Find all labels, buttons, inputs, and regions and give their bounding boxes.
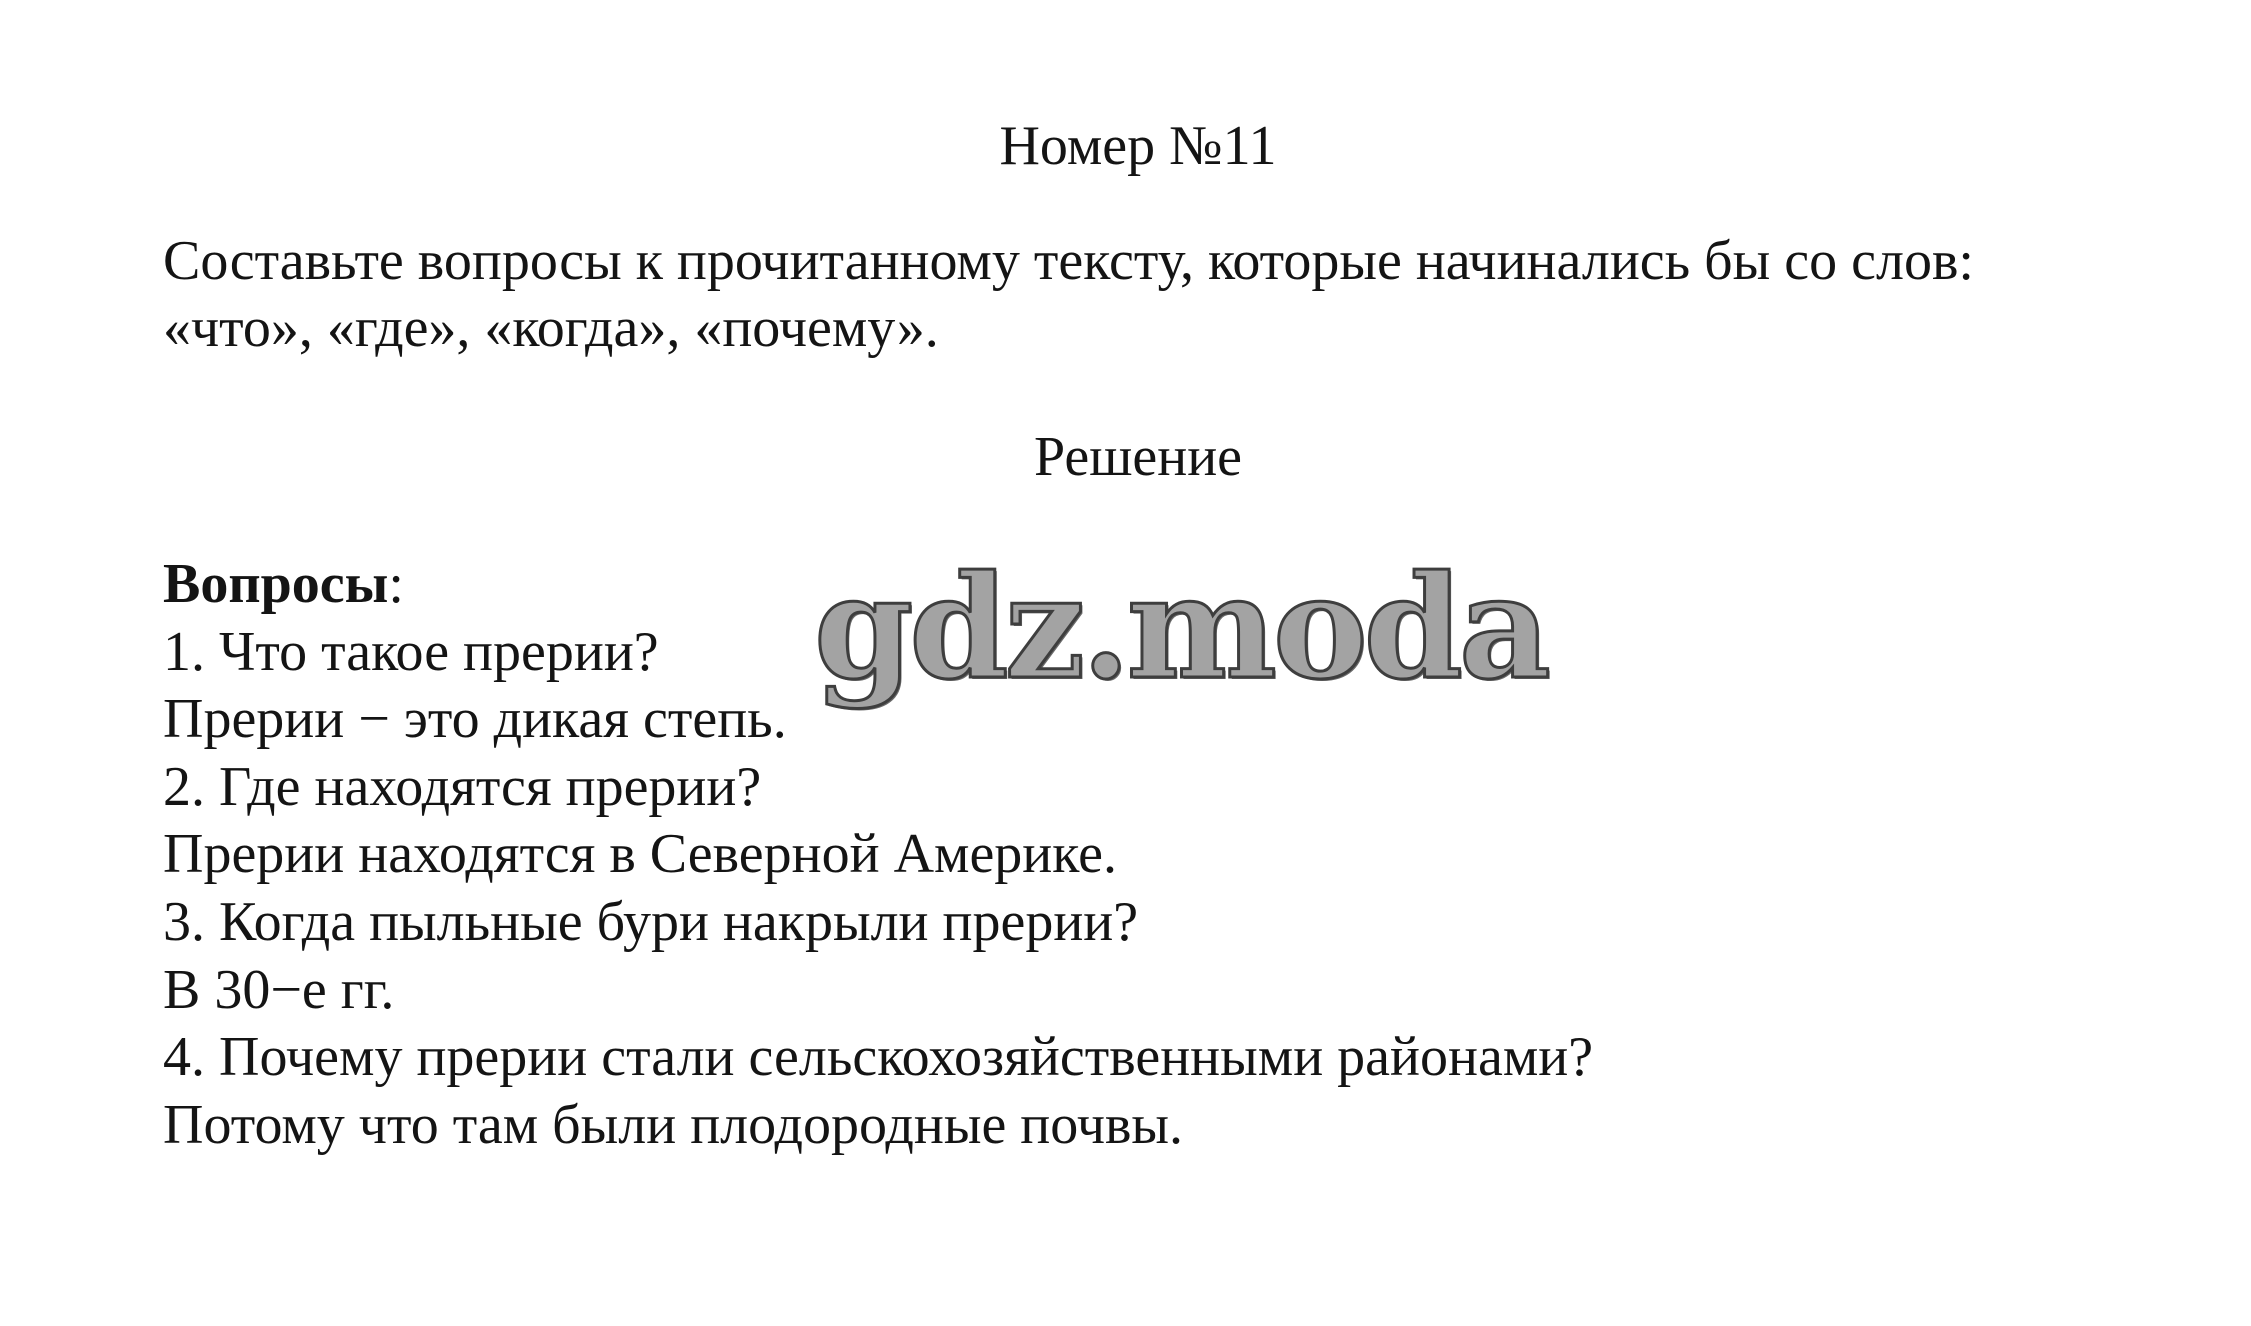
answer-line: Прерии − это дикая степь. xyxy=(163,688,787,751)
task-line: «что», «где», «когда», «почему». xyxy=(163,297,939,359)
answer-line: Прерии находятся в Северной Америке. xyxy=(163,823,1117,886)
question-line: 1. Что такое прерии? xyxy=(163,620,659,683)
questions-label: Вопросы xyxy=(163,553,389,615)
questions-label-colon: : xyxy=(388,553,404,615)
task-text xyxy=(163,228,2163,362)
watermark-logo: gdz.moda xyxy=(814,545,1547,711)
answer-line: В 30−е гг. xyxy=(163,958,395,1021)
question-line: 2. Где находятся прерии? xyxy=(163,755,762,818)
solution-heading: Решение xyxy=(1033,426,1243,488)
exercise-title: Номер №11 xyxy=(999,115,1277,177)
question-line: 4. Почему прерии стали сельскохозяйственными районами? xyxy=(163,1026,1594,1089)
answer-line: Потому что там были плодородные почвы. xyxy=(163,1093,1184,1156)
task-line: Составьте вопросы к прочитанному тексту, которые начинались бы со слов: xyxy=(163,230,1974,292)
question-line: 3. Когда пыльные бури накрыли прерии? xyxy=(163,890,1139,953)
